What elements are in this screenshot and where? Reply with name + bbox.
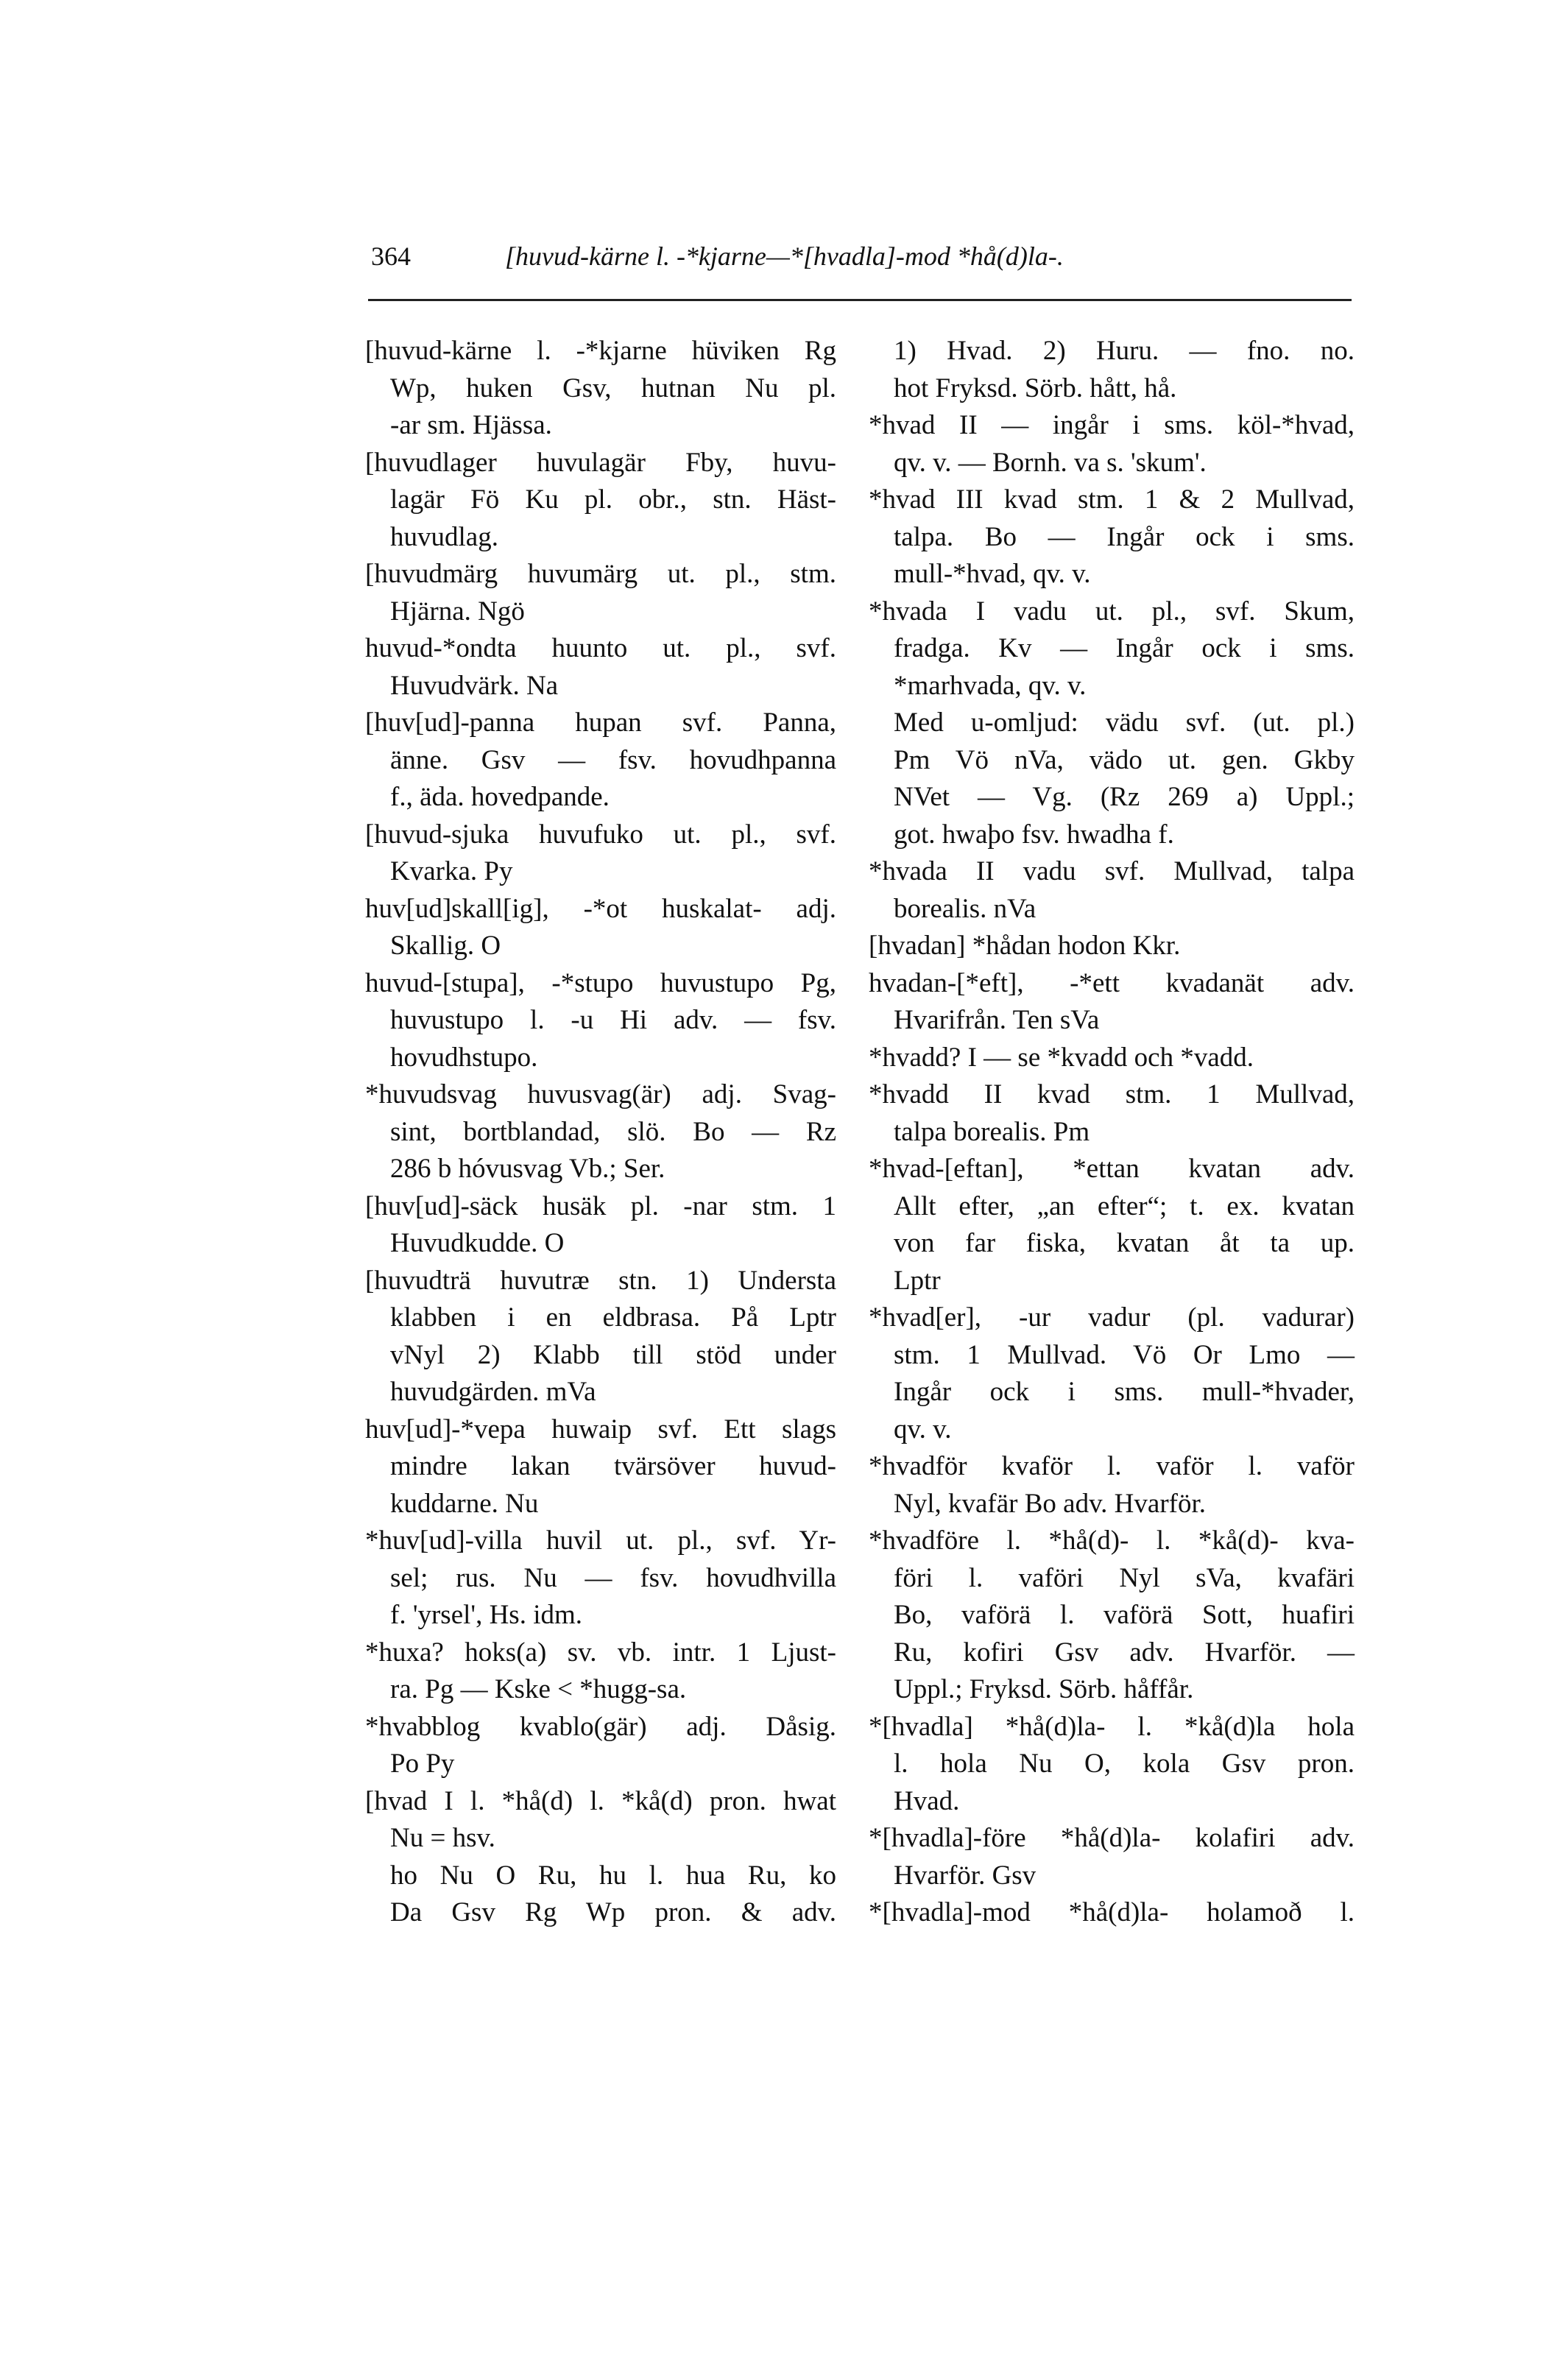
entry-line: *[hvadla]-mod *hå(d)la- holamoð l. <box>869 1897 1355 1927</box>
entry-line: talpa. Bo — Ingår ock i sms. <box>894 521 1355 552</box>
entry-line: Pm Vö nVa, vädo ut. gen. Gkby <box>894 744 1355 775</box>
entry-line: Hjärna. Ngö <box>390 596 525 627</box>
entry-line: *hvadd II kvad stm. 1 Mullvad, <box>869 1079 1355 1110</box>
entry-line: stm. 1 Mullvad. Vö Or Lmo — <box>894 1339 1355 1370</box>
entry-line: *hvad-[eftan], *ettan kvatan adv. <box>869 1154 1355 1184</box>
entry-line: Ru, kofiri Gsv adv. Hvarför. — <box>894 1637 1355 1668</box>
entry-line: Nyl, kvafär Bo adv. Hvarför. <box>894 1488 1207 1519</box>
entry-line: Ingår ock i sms. mull-*hvader, <box>894 1377 1355 1407</box>
entry-line: mull-*hvad, qv. v. <box>894 559 1091 589</box>
entry-line: Skallig. O <box>390 931 501 961</box>
entry-line: huv[ud]-*vepa huwaip svf. Ett slags <box>365 1414 836 1444</box>
running-title: [huvud-kärne l. -*kjarne—*[hvadla]-mod *hå(d)la-. <box>505 241 1064 271</box>
header-rule <box>368 299 1352 301</box>
entry-line: *hvada II vadu svf. Mullvad, talpa <box>869 856 1355 886</box>
entry-line: Wp, huken Gsv, hutnan Nu pl. <box>390 373 836 403</box>
entry-line: [hvad I l. *hå(d) l. *kå(d) pron. hwat <box>365 1785 836 1816</box>
page-header <box>365 234 1352 278</box>
entry-line: Hvad. <box>894 1785 960 1816</box>
entry-line: ho Nu O Ru, hu l. hua Ru, ko <box>390 1860 836 1891</box>
entry-line: Med u-omljud: vädu svf. (ut. pl.) <box>894 708 1355 738</box>
page-number: 364 <box>371 241 411 271</box>
entry-line: [huvudlager huvulagär Fby, huvu- <box>365 447 836 478</box>
entry-line: huvud-*ondta huunto ut. pl., svf. <box>365 633 836 663</box>
entry-line: sint, bortblandad, slö. Bo — Rz <box>390 1116 836 1147</box>
entry-line: änne. Gsv — fsv. hovudhpanna <box>390 744 836 775</box>
entry-line: huvustupo l. -u Hi adv. — fsv. <box>390 1005 836 1035</box>
entry-line: f. 'yrsel', Hs. idm. <box>390 1600 583 1630</box>
entry-line: Kvarka. Py <box>390 856 513 886</box>
entry-line: Huvudkudde. O <box>390 1228 565 1258</box>
entry-line: huvudlag. <box>390 521 498 552</box>
entry-line: Da Gsv Rg Wp pron. & adv. <box>390 1897 836 1927</box>
entry-line: von far fiska, kvatan åt ta up. <box>894 1228 1355 1258</box>
entry-line: *hvadföre l. *hå(d)- l. *kå(d)- kva- <box>869 1525 1355 1556</box>
entry-line: *hvad III kvad stm. 1 & 2 Mullvad, <box>869 484 1355 515</box>
entry-line: hvadan-[*eft], -*ett kvadanät adv. <box>869 967 1355 998</box>
entry-line: Uppl.; Fryksd. Sörb. håffår. <box>894 1674 1194 1704</box>
entry-line: f., äda. hovedpande. <box>390 782 610 812</box>
entry-line: *hvad II — ingår i sms. köl-*hvad, <box>869 410 1355 440</box>
entry-line: [huv[ud]-panna hupan svf. Panna, <box>365 708 836 738</box>
entry-line: [huvud-sjuka huvufuko ut. pl., svf. <box>365 819 836 850</box>
entry-line: [huvudmärg huvumärg ut. pl., stm. <box>365 559 836 589</box>
entry-line: Nu = hsv. <box>390 1823 495 1853</box>
entry-line: ra. Pg — Kske < *hugg-sa. <box>390 1674 687 1704</box>
entry-line: l. hola Nu O, kola Gsv pron. <box>894 1749 1355 1779</box>
left-column <box>365 333 836 1932</box>
entry-line: vNyl 2) Klabb till stöd under <box>390 1339 836 1370</box>
entry-line: -ar sm. Hjässa. <box>390 410 552 440</box>
entry-line: Lptr <box>894 1265 941 1296</box>
entry-line: föri l. vaföri Nyl sVa, kvafäri <box>894 1562 1355 1593</box>
entry-line: lagär Fö Ku pl. obr., stn. Häst- <box>390 484 836 515</box>
entry-line: *hvad[er], -ur vadur (pl. vadurar) <box>869 1302 1355 1333</box>
entry-line: fradga. Kv — Ingår ock i sms. <box>894 633 1355 663</box>
entry-line: Huvudvärk. Na <box>390 670 559 701</box>
entry-line: *[hvadla] *hå(d)la- l. *kå(d)la hola <box>869 1711 1355 1742</box>
entry-line: *[hvadla]-före *hå(d)la- kolafiri adv. <box>869 1823 1355 1853</box>
entry-line: klabben i en eldbrasa. På Lptr <box>390 1302 836 1333</box>
entry-line: Hvarför. Gsv <box>894 1860 1036 1891</box>
right-column <box>869 333 1355 1932</box>
entry-line: hovudhstupo. <box>390 1042 538 1073</box>
entry-line: 1) Hvad. 2) Huru. — fno. no. <box>894 336 1355 366</box>
entry-line: Bo, vaförä l. vaförä Sott, huafiri <box>894 1600 1355 1630</box>
entry-line: *huxa? hoks(a) sv. vb. intr. 1 Ljust- <box>365 1637 836 1668</box>
entry-line: borealis. nVa <box>894 893 1036 924</box>
entry-line: mindre lakan tvärsöver huvud- <box>390 1451 836 1481</box>
entry-line: *hvabblog kvablo(gär) adj. Dåsig. <box>365 1711 836 1742</box>
entry-line: *hvadför kvaför l. vaför l. vaför <box>869 1451 1355 1481</box>
entry-line: Allt efter, „an efter“; t. ex. kvatan <box>894 1190 1355 1221</box>
entry-line: qv. v. <box>894 1414 952 1444</box>
entry-line: sel; rus. Nu — fsv. hovudhvilla <box>390 1562 836 1593</box>
entry-line: *marhvada, qv. v. <box>894 670 1087 701</box>
entry-line: [hvadan] *hådan hodon Kkr. <box>869 931 1181 961</box>
entry-line: got. hwaþo fsv. hwadha f. <box>894 819 1174 850</box>
entry-line: Po Py <box>390 1749 455 1779</box>
entry-line: talpa borealis. Pm <box>894 1116 1090 1147</box>
entry-line: *huvudsvag huvusvag(är) adj. Svag- <box>365 1079 836 1110</box>
entry-line: huvudgärden. mVa <box>390 1377 596 1407</box>
entry-line: Hvarifrån. Ten sVa <box>894 1005 1100 1035</box>
entry-line: huvud-[stupa], -*stupo huvustupo Pg, <box>365 967 836 998</box>
entry-line: NVet — Vg. (Rz 269 a) Uppl.; <box>894 782 1355 812</box>
entry-line: [huvud-kärne l. -*kjarne hüviken Rg <box>365 336 836 366</box>
entry-line: [huvudträ huvutræ stn. 1) Understa <box>365 1265 836 1296</box>
entry-line: *hvadd? I — se *kvadd och *vadd. <box>869 1042 1254 1073</box>
entry-line: *huv[ud]-villa huvil ut. pl., svf. Yr- <box>365 1525 836 1556</box>
entry-line: 286 b hóvusvag Vb.; Ser. <box>390 1154 665 1184</box>
entry-line: hot Fryksd. Sörb. hått, hå. <box>894 373 1177 403</box>
entry-line: *hvada I vadu ut. pl., svf. Skum, <box>869 596 1355 627</box>
entry-line: huv[ud]skall[ig], -*ot huskalat- adj. <box>365 893 836 924</box>
entry-line: kuddarne. Nu <box>390 1488 539 1519</box>
entry-line: qv. v. — Bornh. va s. 'skum'. <box>894 447 1207 478</box>
entry-line: [huv[ud]-säck husäk pl. -nar stm. 1 <box>365 1190 836 1221</box>
